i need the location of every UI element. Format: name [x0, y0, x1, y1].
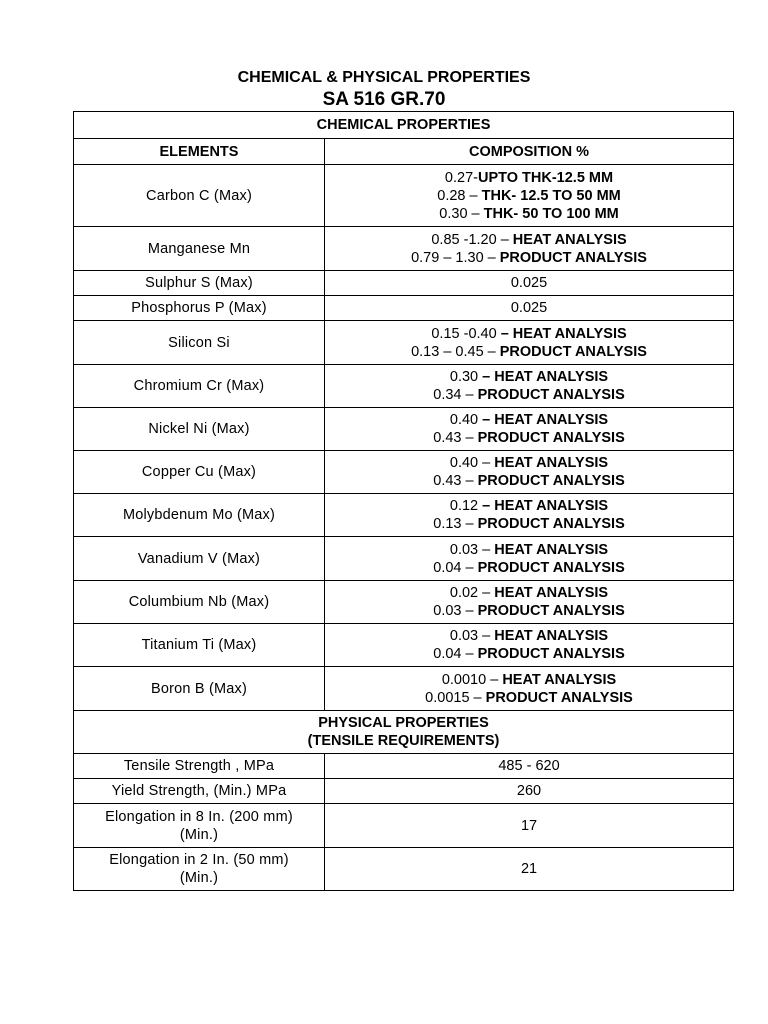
composition-qualifier: PRODUCT ANALYSIS: [477, 559, 625, 576]
composition-value: 0.79 – 1.30 –: [411, 249, 500, 266]
composition-qualifier: PRODUCT ANALYSIS: [477, 473, 625, 489]
chemical-section-header-row: [74, 112, 734, 139]
physical-row: [74, 804, 734, 848]
composition-qualifier: PRODUCT ANALYSIS: [477, 516, 625, 532]
composition-cell: [325, 365, 734, 408]
composition-line: [329, 299, 729, 317]
composition-value: 0.34 –: [433, 387, 478, 403]
composition-line: [329, 541, 729, 559]
composition-line: [329, 187, 729, 205]
composition-line: [329, 205, 729, 223]
composition-value: 0.85 -1.20 –: [431, 231, 513, 248]
composition-line: [329, 515, 729, 533]
element-name-cell: Boron B (Max): [74, 667, 325, 711]
property-name-line: (Min.): [179, 870, 219, 886]
property-name-line: Yield Strength, (Min.) MPa: [111, 783, 287, 799]
composition-qualifier: PRODUCT ANALYSIS: [485, 689, 633, 706]
composition-qualifier: HEAT ANALYSIS: [512, 231, 627, 248]
composition-qualifier: – HEAT ANALYSIS: [500, 325, 627, 342]
composition-qualifier: PRODUCT ANALYSIS: [477, 430, 625, 446]
composition-value: 0.02 –: [449, 585, 495, 601]
composition-cell: [325, 321, 734, 365]
chemical-row: [74, 365, 734, 408]
composition-qualifier: PRODUCT ANALYSIS: [499, 343, 647, 360]
composition-value: 0.03 –: [449, 541, 495, 558]
composition-cell: [325, 165, 734, 227]
composition-cell: [325, 451, 734, 494]
composition-value: 0.28 –: [437, 187, 482, 204]
composition-line: [329, 645, 729, 663]
composition-line: [329, 584, 729, 602]
physical-row: [74, 848, 734, 891]
chemical-row: [74, 581, 734, 624]
composition-value: 0.025: [510, 275, 548, 291]
composition-cell: [325, 624, 734, 667]
composition-line: [329, 689, 729, 707]
physical-section-title: [74, 711, 734, 754]
chemical-row: [74, 165, 734, 227]
composition-value: 0.025: [510, 300, 548, 316]
property-value-cell: 260: [325, 779, 734, 804]
element-name-cell: Copper Cu (Max): [74, 451, 325, 494]
chemical-row: [74, 624, 734, 667]
composition-line: [329, 429, 729, 447]
chemical-row: [74, 494, 734, 537]
property-name-cell: [74, 779, 325, 804]
property-value-cell: 21: [325, 848, 734, 891]
composition-cell: [325, 296, 734, 321]
property-name-cell: [74, 804, 325, 848]
composition-qualifier: PRODUCT ANALYSIS: [477, 387, 625, 403]
property-name-line: Elongation in 8 In. (200 mm): [105, 808, 293, 825]
composition-value: 0.0015 –: [425, 689, 486, 706]
composition-value: 0.30: [449, 369, 483, 385]
composition-line: [329, 386, 729, 404]
element-name-cell: Titanium Ti (Max): [74, 624, 325, 667]
chemical-row: [74, 321, 734, 365]
composition-value: 0.04 –: [433, 559, 478, 576]
composition-qualifier: PRODUCT ANALYSIS: [477, 646, 625, 662]
element-name-cell: Molybdenum Mo (Max): [74, 494, 325, 537]
composition-cell: [325, 494, 734, 537]
composition-qualifier: UPTO THK-12.5 MM: [477, 169, 614, 186]
physical-subtitle-line: (TENSILE REQUIREMENTS): [307, 733, 500, 749]
chemical-row: [74, 667, 734, 711]
properties-table: [73, 111, 734, 891]
composition-value: 0.30 –: [439, 205, 484, 222]
property-name-cell: [74, 848, 325, 891]
composition-line: [329, 231, 729, 249]
composition-qualifier: THK- 50 TO 100 MM: [483, 205, 619, 222]
composition-line: [329, 472, 729, 490]
composition-line: [329, 343, 729, 361]
element-name-cell: Sulphur S (Max): [74, 271, 325, 296]
composition-value: 0.43 –: [433, 430, 478, 446]
composition-qualifier: HEAT ANALYSIS: [494, 585, 609, 601]
chemical-row: [74, 451, 734, 494]
property-value-cell: 485 - 620: [325, 754, 734, 779]
composition-value: 0.03 –: [449, 628, 495, 644]
composition-cell: [325, 408, 734, 451]
chemical-row: [74, 537, 734, 581]
composition-line: [329, 602, 729, 620]
composition-line: [329, 671, 729, 689]
physical-row: [74, 779, 734, 804]
composition-qualifier: HEAT ANALYSIS: [494, 628, 609, 644]
element-name-cell: Carbon C (Max): [74, 165, 325, 227]
chemical-row: [74, 408, 734, 451]
element-name-cell: Phosphorus P (Max): [74, 296, 325, 321]
composition-line: [329, 559, 729, 577]
composition-line: [329, 627, 729, 645]
composition-value: 0.12: [449, 498, 483, 514]
composition-qualifier: – HEAT ANALYSIS: [482, 498, 609, 514]
composition-line: [329, 249, 729, 267]
physical-section-header-row: [74, 711, 734, 754]
composition-value: 0.15 -0.40: [431, 325, 501, 342]
chemical-row: [74, 296, 734, 321]
element-name-cell: Vanadium V (Max): [74, 537, 325, 581]
composition-header: COMPOSITION %: [325, 139, 734, 165]
composition-value: 0.04 –: [433, 646, 478, 662]
element-name-cell: Silicon Si: [74, 321, 325, 365]
composition-qualifier: HEAT ANALYSIS: [494, 541, 609, 558]
composition-qualifier: HEAT ANALYSIS: [494, 455, 609, 471]
composition-line: [329, 411, 729, 429]
chemical-row: [74, 271, 734, 296]
composition-qualifier: THK- 12.5 TO 50 MM: [481, 187, 621, 204]
composition-line: [329, 169, 729, 187]
element-name-cell: Columbium Nb (Max): [74, 581, 325, 624]
composition-qualifier: HEAT ANALYSIS: [502, 671, 617, 688]
column-header-row: [74, 139, 734, 165]
composition-cell: [325, 667, 734, 711]
composition-value: 0.03 –: [433, 603, 478, 619]
property-name-line: (Min.): [179, 826, 219, 843]
property-name-line: Elongation in 2 In. (50 mm): [109, 852, 289, 868]
composition-qualifier: – HEAT ANALYSIS: [482, 369, 609, 385]
composition-value: 0.40: [449, 412, 483, 428]
composition-value: 0.27-: [444, 169, 478, 186]
composition-value: 0.13 – 0.45 –: [411, 343, 500, 360]
property-name-cell: [74, 754, 325, 779]
document-title: CHEMICAL & PHYSICAL PROPERTIES: [237, 69, 531, 86]
composition-qualifier: – HEAT ANALYSIS: [482, 412, 609, 428]
composition-line: [329, 274, 729, 292]
elements-header: ELEMENTS: [74, 139, 325, 165]
physical-title-line: PHYSICAL PROPERTIES: [318, 715, 489, 731]
property-name-line: Tensile Strength , MPa: [123, 758, 275, 774]
composition-cell: [325, 581, 734, 624]
chemical-row: [74, 227, 734, 271]
composition-line: [329, 368, 729, 386]
composition-line: [329, 325, 729, 343]
composition-cell: [325, 537, 734, 581]
composition-cell: [325, 227, 734, 271]
composition-qualifier: PRODUCT ANALYSIS: [499, 249, 647, 266]
composition-value: 0.0010 –: [441, 671, 503, 688]
composition-qualifier: PRODUCT ANALYSIS: [477, 603, 625, 619]
element-name-cell: Manganese Mn: [74, 227, 325, 271]
composition-line: [329, 497, 729, 515]
composition-cell: [325, 271, 734, 296]
physical-row: [74, 754, 734, 779]
element-name-cell: Chromium Cr (Max): [74, 365, 325, 408]
element-name-cell: Nickel Ni (Max): [74, 408, 325, 451]
composition-value: 0.40 –: [449, 455, 495, 471]
composition-value: 0.13 –: [433, 516, 478, 532]
composition-value: 0.43 –: [433, 473, 478, 489]
property-value-cell: 17: [325, 804, 734, 848]
document-subtitle: SA 516 GR.70: [322, 89, 446, 110]
chemical-section-title: CHEMICAL PROPERTIES: [74, 112, 734, 139]
composition-line: [329, 454, 729, 472]
